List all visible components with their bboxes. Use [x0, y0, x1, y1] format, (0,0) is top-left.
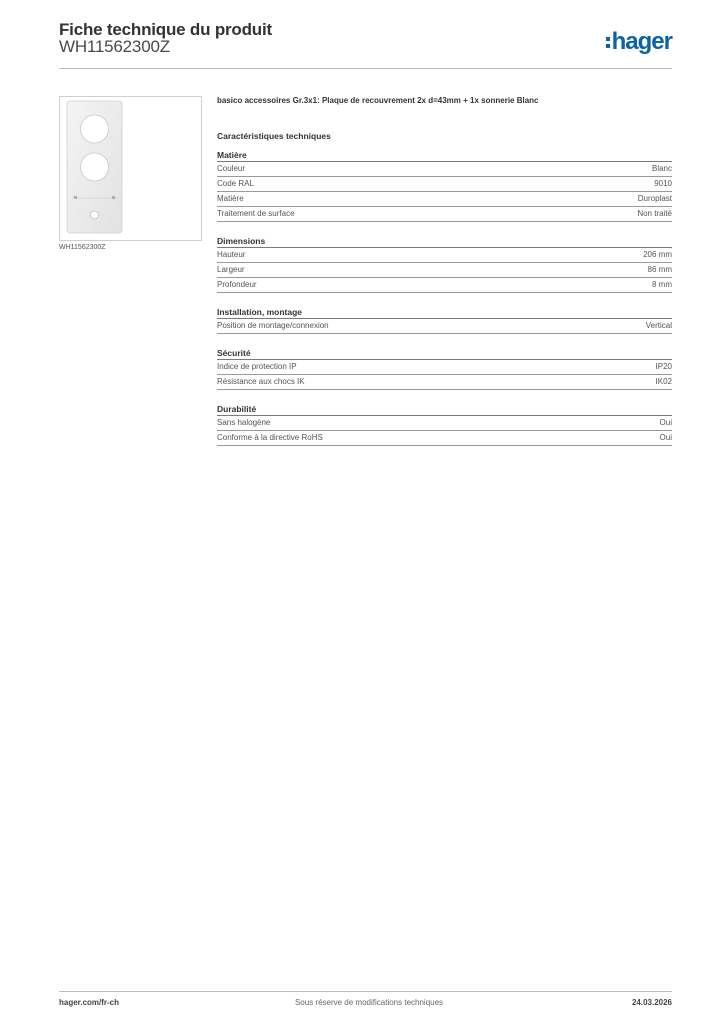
row-value: IP20 — [655, 362, 672, 371]
row-value: 206 mm — [643, 250, 672, 259]
row-label: Matière — [217, 194, 244, 203]
table-row — [217, 360, 672, 375]
group-installation — [217, 306, 672, 334]
row-label: Traitement de surface — [217, 209, 295, 218]
cover-plate-image — [59, 96, 202, 241]
group-title: Matière — [217, 149, 672, 162]
row-value: 86 mm — [647, 265, 672, 274]
group-title: Sécurité — [217, 347, 672, 360]
table-row — [217, 375, 672, 390]
product-reference: WH11562300Z — [59, 37, 170, 56]
row-value: IK02 — [655, 377, 672, 386]
hager-logo — [606, 28, 672, 56]
table-row — [217, 192, 672, 207]
row-value: 8 mm — [652, 280, 672, 289]
footer-website-link[interactable]: hager.com/fr-ch — [59, 998, 120, 1007]
row-label: Position de montage/connexion — [217, 321, 329, 330]
row-value: Duroplast — [637, 194, 672, 203]
table-row — [217, 319, 672, 334]
footer-divider — [59, 991, 672, 992]
row-value: Oui — [659, 433, 672, 442]
logo-text: hager — [611, 28, 672, 55]
group-safety — [217, 347, 672, 390]
group-durability — [217, 403, 672, 446]
row-value: Blanc — [651, 164, 672, 173]
table-row — [217, 162, 672, 177]
table-row — [217, 416, 672, 431]
page-title: Fiche technique du produit — [59, 20, 272, 39]
group-title: Installation, montage — [217, 306, 672, 319]
product-details — [217, 94, 672, 446]
row-value: Oui — [659, 418, 672, 427]
group-title: Dimensions — [217, 235, 672, 248]
logo-dots-icon — [606, 37, 610, 48]
image-caption: WH11562300Z — [59, 244, 106, 251]
header-divider — [59, 68, 672, 69]
group-material — [217, 149, 672, 222]
product-description: basico accessoires Gr.3x1: Plaque de recouvrement 2x d=43mm + 1x sonnerie Blanc — [217, 96, 539, 105]
row-label: Couleur — [217, 164, 246, 173]
row-value: 9010 — [654, 179, 672, 188]
row-label: Indice de protection IP — [217, 362, 297, 371]
group-title: Durabilité — [217, 403, 672, 416]
cover-plate-drawing — [60, 97, 201, 240]
row-value: Non traité — [637, 209, 672, 218]
row-label: Résistance aux chocs IK — [217, 377, 305, 386]
table-row — [217, 263, 672, 278]
row-label: Sans halogène — [217, 418, 271, 427]
row-value: Vertical — [645, 321, 672, 330]
footer-notice: Sous réserve de modifications techniques — [294, 998, 444, 1007]
group-dimensions — [217, 235, 672, 293]
footer-date: 24.03.2026 — [631, 998, 672, 1007]
table-row — [217, 431, 672, 446]
row-label: Profondeur — [217, 280, 257, 289]
row-label: Hauteur — [217, 250, 246, 259]
table-row — [217, 278, 672, 293]
table-row — [217, 207, 672, 222]
row-label: Code RAL — [217, 179, 254, 188]
characteristics-title: Caractéristiques techniques — [217, 131, 331, 141]
row-label: Conforme à la directive RoHS — [217, 433, 323, 442]
row-label: Largeur — [217, 265, 245, 274]
table-row — [217, 248, 672, 263]
table-row — [217, 177, 672, 192]
